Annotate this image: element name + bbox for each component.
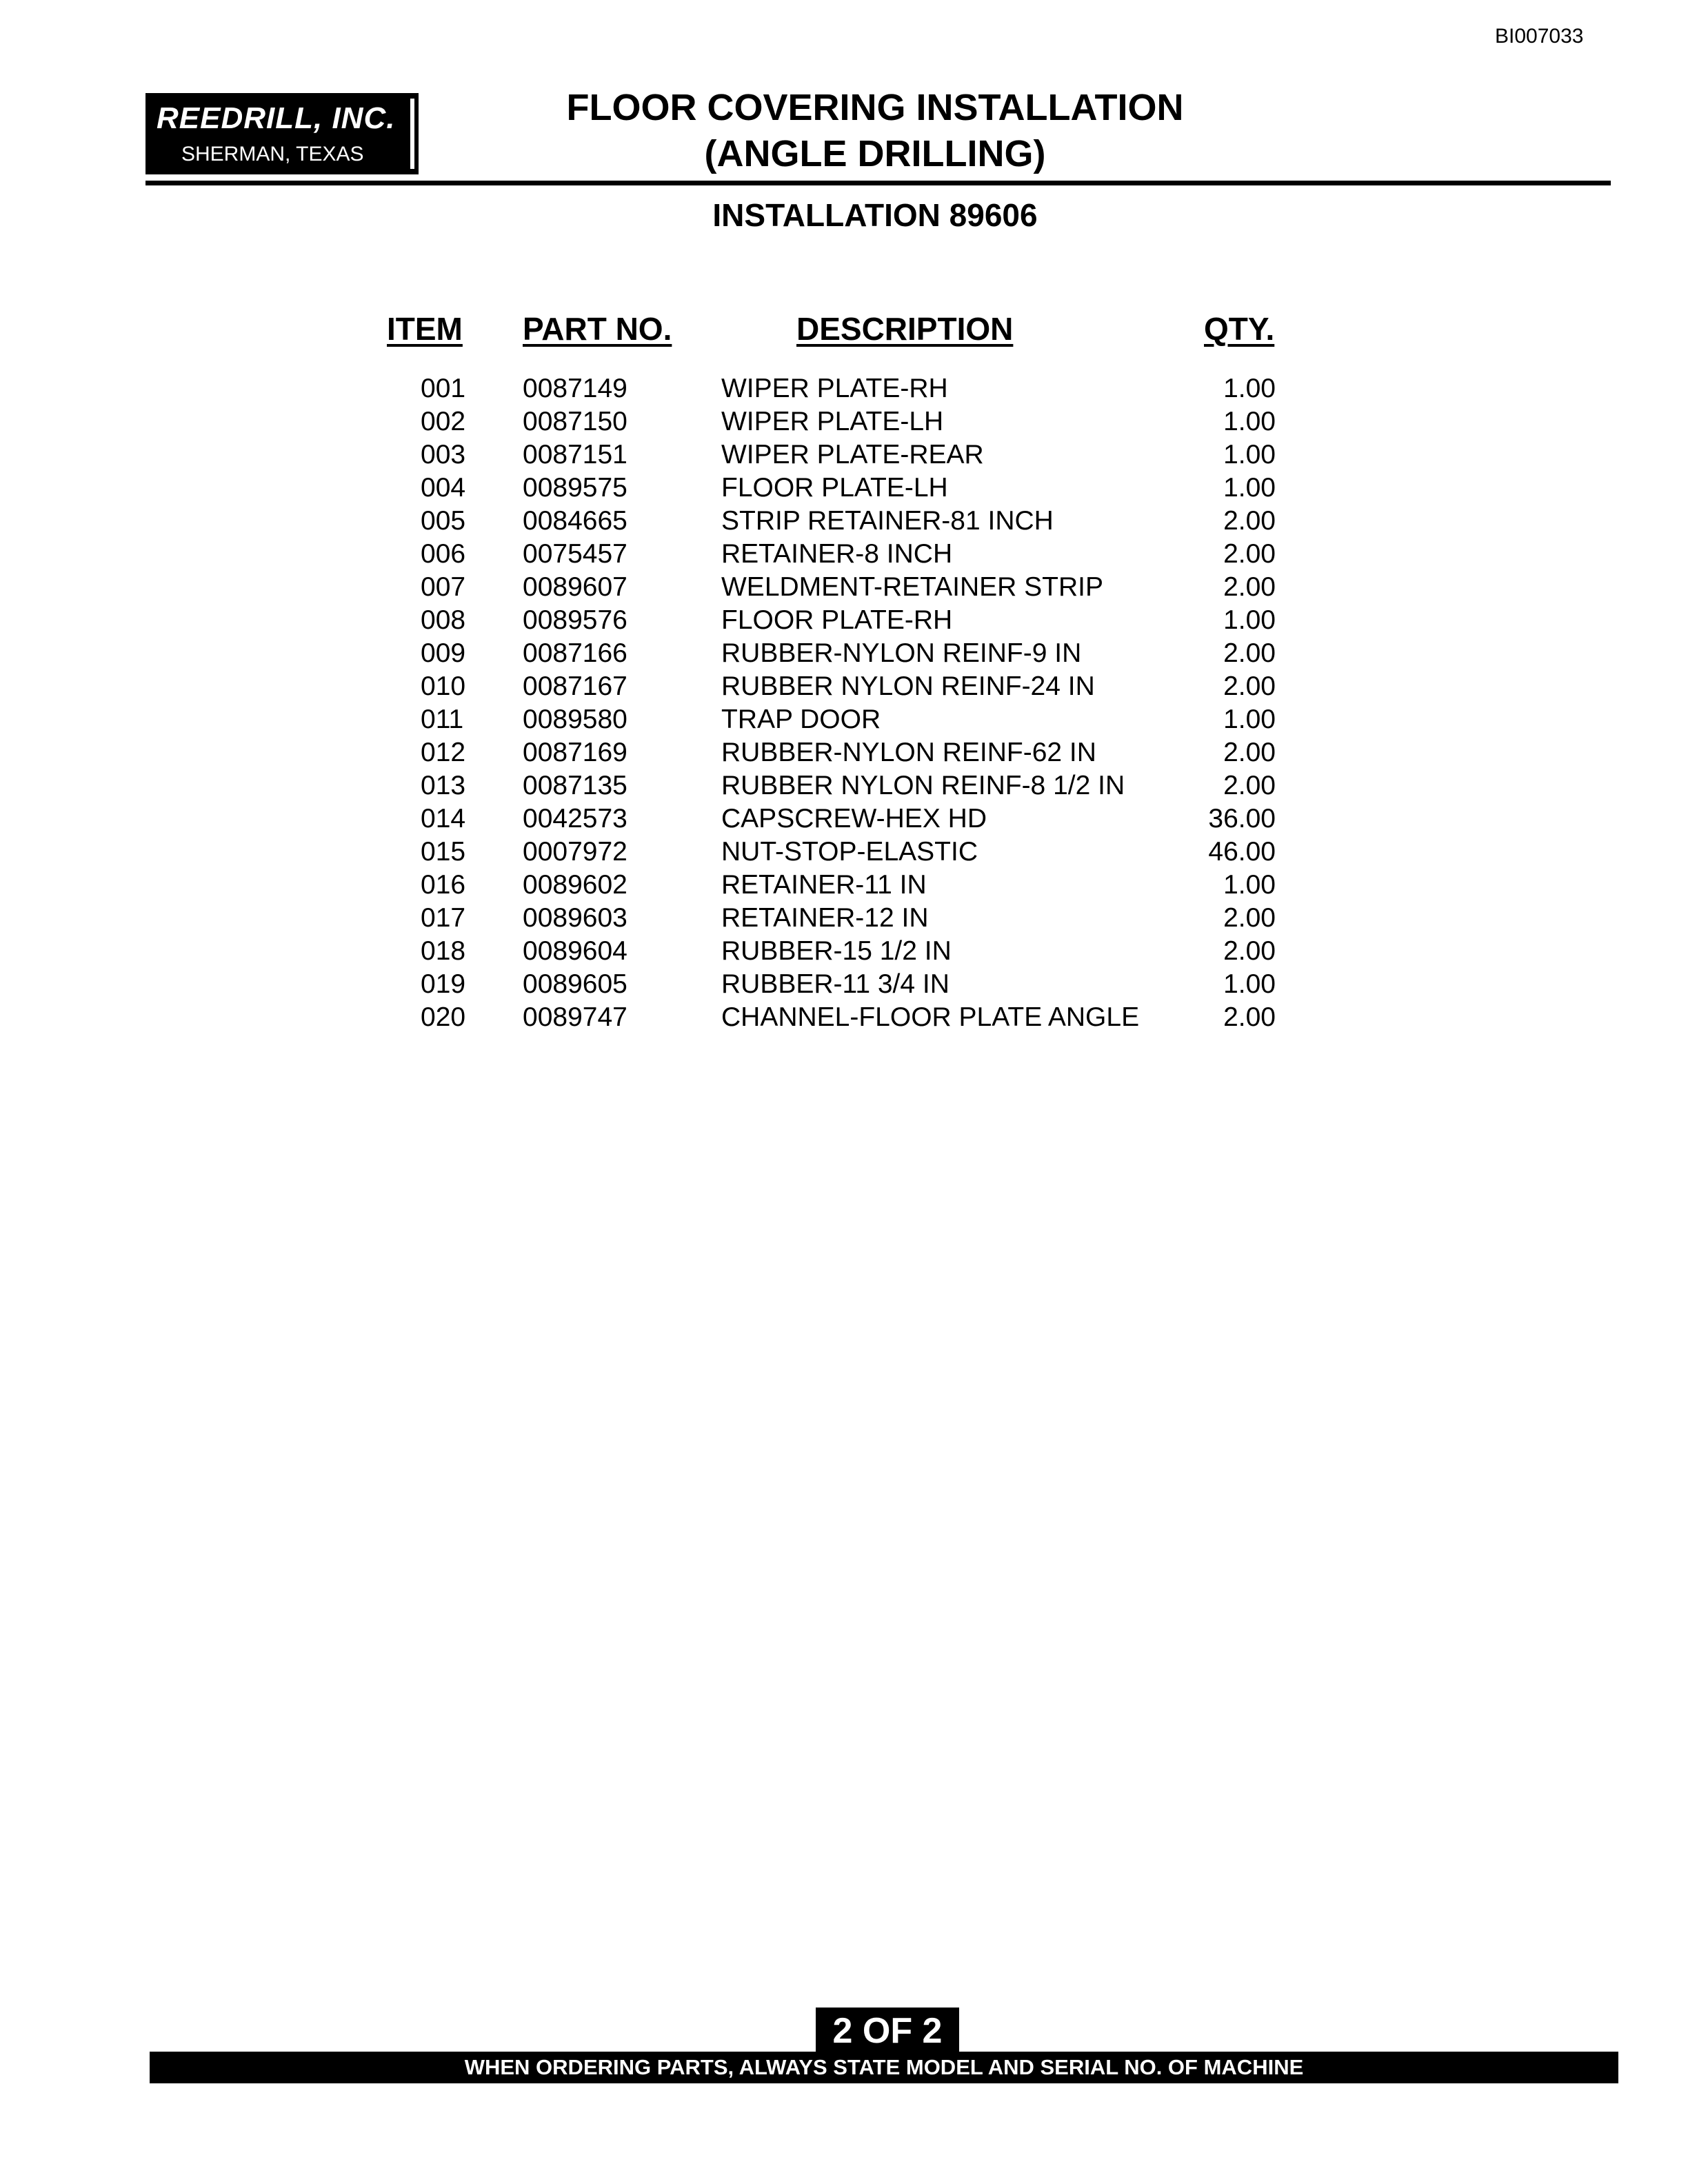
logo-company-name: REEDRILL, INC. <box>157 101 396 135</box>
part-number: 0084665 <box>523 506 627 536</box>
quantity: 2.00 <box>1223 506 1276 536</box>
item-number: 012 <box>421 738 466 767</box>
part-description: NUT-STOP-ELASTIC <box>721 837 978 867</box>
item-number: 016 <box>421 870 466 900</box>
table-row <box>0 870 1688 903</box>
part-description: FLOOR PLATE-LH <box>721 473 948 503</box>
table-row <box>0 638 1688 671</box>
quantity: 46.00 <box>1208 837 1276 867</box>
part-description: TRAP DOOR <box>721 705 881 734</box>
document-id: BI007033 <box>1495 25 1584 48</box>
table-row <box>0 473 1688 506</box>
quantity: 2.00 <box>1223 638 1276 668</box>
company-logo <box>145 93 419 174</box>
quantity: 1.00 <box>1223 969 1276 999</box>
quantity: 1.00 <box>1223 870 1276 900</box>
table-row <box>0 671 1688 705</box>
quantity: 1.00 <box>1223 440 1276 469</box>
table-row <box>0 738 1688 771</box>
item-number: 019 <box>421 969 466 999</box>
part-number: 0089580 <box>523 705 627 734</box>
quantity: 2.00 <box>1223 671 1276 701</box>
installation-number: INSTALLATION 89606 <box>712 197 1038 233</box>
part-number: 0087167 <box>523 671 627 701</box>
ordering-notice: WHEN ORDERING PARTS, ALWAYS STATE MODEL AND SERIAL NO. OF MACHINE <box>150 2052 1618 2083</box>
table-row <box>0 837 1688 870</box>
item-number: 004 <box>421 473 466 503</box>
table-row <box>0 374 1688 407</box>
quantity: 1.00 <box>1223 705 1276 734</box>
part-description: WIPER PLATE-LH <box>721 407 944 436</box>
part-description: FLOOR PLATE-RH <box>721 605 953 635</box>
logo-location: SHERMAN, TEXAS <box>181 143 364 165</box>
part-description: RETAINER-8 INCH <box>721 539 953 569</box>
part-description: RUBBER-NYLON REINF-9 IN <box>721 638 1082 668</box>
quantity: 1.00 <box>1223 605 1276 635</box>
part-number: 0087151 <box>523 440 627 469</box>
column-header-item: ITEM <box>387 311 463 347</box>
part-description: CAPSCREW-HEX HD <box>721 804 987 833</box>
quantity: 2.00 <box>1223 1002 1276 1032</box>
part-number: 0089575 <box>523 473 627 503</box>
quantity: 2.00 <box>1223 539 1276 569</box>
part-description: WIPER PLATE-REAR <box>721 440 984 469</box>
part-description: RUBBER-11 3/4 IN <box>721 969 950 999</box>
table-row <box>0 705 1688 738</box>
table-row <box>0 903 1688 936</box>
part-number: 0075457 <box>523 539 627 569</box>
item-number: 014 <box>421 804 466 833</box>
part-number: 0087135 <box>523 771 627 800</box>
table-row <box>0 804 1688 837</box>
table-row <box>0 1002 1688 1035</box>
table-row <box>0 440 1688 473</box>
part-description: WELDMENT-RETAINER STRIP <box>721 572 1103 602</box>
item-number: 018 <box>421 936 466 966</box>
part-description: WIPER PLATE-RH <box>721 374 948 403</box>
item-number: 013 <box>421 771 466 800</box>
quantity: 2.00 <box>1223 738 1276 767</box>
column-header-part-no: PART NO. <box>523 311 672 347</box>
table-row <box>0 605 1688 638</box>
part-number: 0007972 <box>523 837 627 867</box>
page-title: FLOOR COVERING INSTALLATION <box>566 87 1184 128</box>
item-number: 015 <box>421 837 466 867</box>
item-number: 009 <box>421 638 466 668</box>
part-number: 0089603 <box>523 903 627 933</box>
part-number: 0087149 <box>523 374 627 403</box>
page-number-badge: 2 OF 2 <box>816 2008 959 2054</box>
item-number: 008 <box>421 605 466 635</box>
header-divider <box>145 181 1611 185</box>
logo-divider <box>410 99 414 169</box>
item-number: 001 <box>421 374 466 403</box>
part-description: RUBBER NYLON REINF-8 1/2 IN <box>721 771 1125 800</box>
quantity: 2.00 <box>1223 936 1276 966</box>
part-number: 0087166 <box>523 638 627 668</box>
part-description: RUBBER-NYLON REINF-62 IN <box>721 738 1096 767</box>
part-number: 0042573 <box>523 804 627 833</box>
item-number: 005 <box>421 506 466 536</box>
part-description: RUBBER NYLON REINF-24 IN <box>721 671 1095 701</box>
item-number: 017 <box>421 903 466 933</box>
part-number: 0089604 <box>523 936 627 966</box>
part-number: 0087150 <box>523 407 627 436</box>
item-number: 002 <box>421 407 466 436</box>
part-description: RETAINER-11 IN <box>721 870 927 900</box>
item-number: 007 <box>421 572 466 602</box>
part-number: 0089607 <box>523 572 627 602</box>
table-row <box>0 771 1688 804</box>
part-description: RUBBER-15 1/2 IN <box>721 936 952 966</box>
table-row <box>0 572 1688 605</box>
quantity: 2.00 <box>1223 903 1276 933</box>
quantity: 36.00 <box>1208 804 1276 833</box>
quantity: 2.00 <box>1223 771 1276 800</box>
table-row <box>0 539 1688 572</box>
column-header-description: DESCRIPTION <box>796 311 1014 347</box>
table-row <box>0 506 1688 539</box>
part-number: 0089576 <box>523 605 627 635</box>
table-row <box>0 407 1688 440</box>
part-description: RETAINER-12 IN <box>721 903 929 933</box>
part-number: 0087169 <box>523 738 627 767</box>
part-number: 0089605 <box>523 969 627 999</box>
part-number: 0089747 <box>523 1002 627 1032</box>
item-number: 006 <box>421 539 466 569</box>
item-number: 020 <box>421 1002 466 1032</box>
part-description: CHANNEL-FLOOR PLATE ANGLE <box>721 1002 1140 1032</box>
quantity: 1.00 <box>1223 473 1276 503</box>
part-number: 0089602 <box>523 870 627 900</box>
quantity: 1.00 <box>1223 374 1276 403</box>
item-number: 011 <box>421 705 464 734</box>
item-number: 010 <box>421 671 466 701</box>
part-description: STRIP RETAINER-81 INCH <box>721 506 1054 536</box>
quantity: 2.00 <box>1223 572 1276 602</box>
table-row <box>0 969 1688 1002</box>
item-number: 003 <box>421 440 466 469</box>
column-header-qty: QTY. <box>1204 311 1275 347</box>
quantity: 1.00 <box>1223 407 1276 436</box>
table-row <box>0 936 1688 969</box>
page-title-subline: (ANGLE DRILLING) <box>704 133 1046 174</box>
